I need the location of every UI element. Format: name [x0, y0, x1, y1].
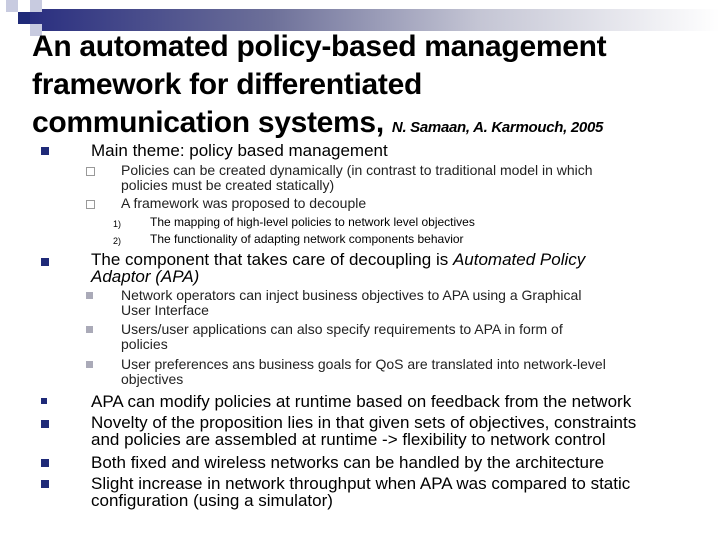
sub-bullet-text: A framework was proposed to decouple	[121, 195, 367, 211]
slide-title	[32, 28, 606, 147]
line: Users/user applications can also specify requirements to APA in form of	[121, 321, 563, 337]
authors: N. Samaan, A. Karmouch, 2005	[391, 119, 604, 136]
sub-bullet-text	[121, 322, 563, 352]
title-line: framework for differentiated	[32, 68, 423, 101]
bullet-icon	[41, 480, 49, 488]
number-label: 1)	[113, 219, 122, 229]
title-line: An automated policy-based management	[32, 30, 607, 63]
bullet-icon	[86, 292, 93, 299]
text: Automated Policy	[452, 250, 586, 269]
line: policies must be created statically)	[121, 177, 335, 193]
bullet-icon	[86, 326, 93, 333]
bullet-icon	[41, 459, 49, 467]
bullet-icon	[41, 420, 49, 428]
bullet-text: APA can modify policies at runtime based on feedback from the network	[91, 392, 632, 411]
line: Policies can be created dynamically (in contrast to traditional model in which	[121, 162, 593, 178]
line: policies	[121, 336, 168, 352]
bullet-text	[91, 475, 630, 509]
sub-bullet-text	[121, 163, 593, 193]
bullet-text	[91, 251, 585, 285]
line: User Interface	[121, 302, 209, 318]
decor-square	[6, 0, 18, 12]
bullet-icon	[41, 398, 47, 404]
line: Network operators can inject business objectives to APA using a Graphical	[121, 287, 582, 303]
line: configuration (using a simulator)	[91, 491, 333, 510]
line: Slight increase in network throughput when APA was compared to static	[91, 474, 631, 493]
bullet-text: Main theme: policy based management	[91, 141, 388, 160]
numbered-text: The mapping of high-level policies to network level objectives	[150, 215, 475, 229]
text: The component that takes care of decoupling is	[91, 250, 453, 269]
bullet-icon	[86, 361, 93, 368]
decor-square	[30, 0, 42, 12]
line: and policies are assembled at runtime -> flexibility to network control	[91, 430, 606, 449]
bullet-icon	[41, 258, 49, 266]
bullet-text	[91, 414, 636, 448]
sub-bullet-text	[121, 288, 581, 318]
text: Adaptor (APA)	[91, 267, 200, 286]
checkbox-bullet-icon	[86, 167, 95, 176]
bullet-icon	[41, 147, 49, 155]
line: User preferences ans business goals for QoS are translated into network-level	[121, 356, 606, 372]
line: Novelty of the proposition lies in that given sets of objectives, constraints	[91, 413, 637, 432]
number-label: 2)	[113, 236, 122, 246]
decor-square	[18, 12, 30, 24]
numbered-text: The functionality of adapting network components behavior	[150, 232, 464, 246]
line: objectives	[121, 371, 184, 387]
title-line: communication systems,	[32, 106, 384, 139]
sub-bullet-text	[121, 357, 606, 387]
checkbox-bullet-icon	[86, 200, 95, 209]
bullet-text: Both fixed and wireless networks can be handled by the architecture	[91, 453, 605, 472]
